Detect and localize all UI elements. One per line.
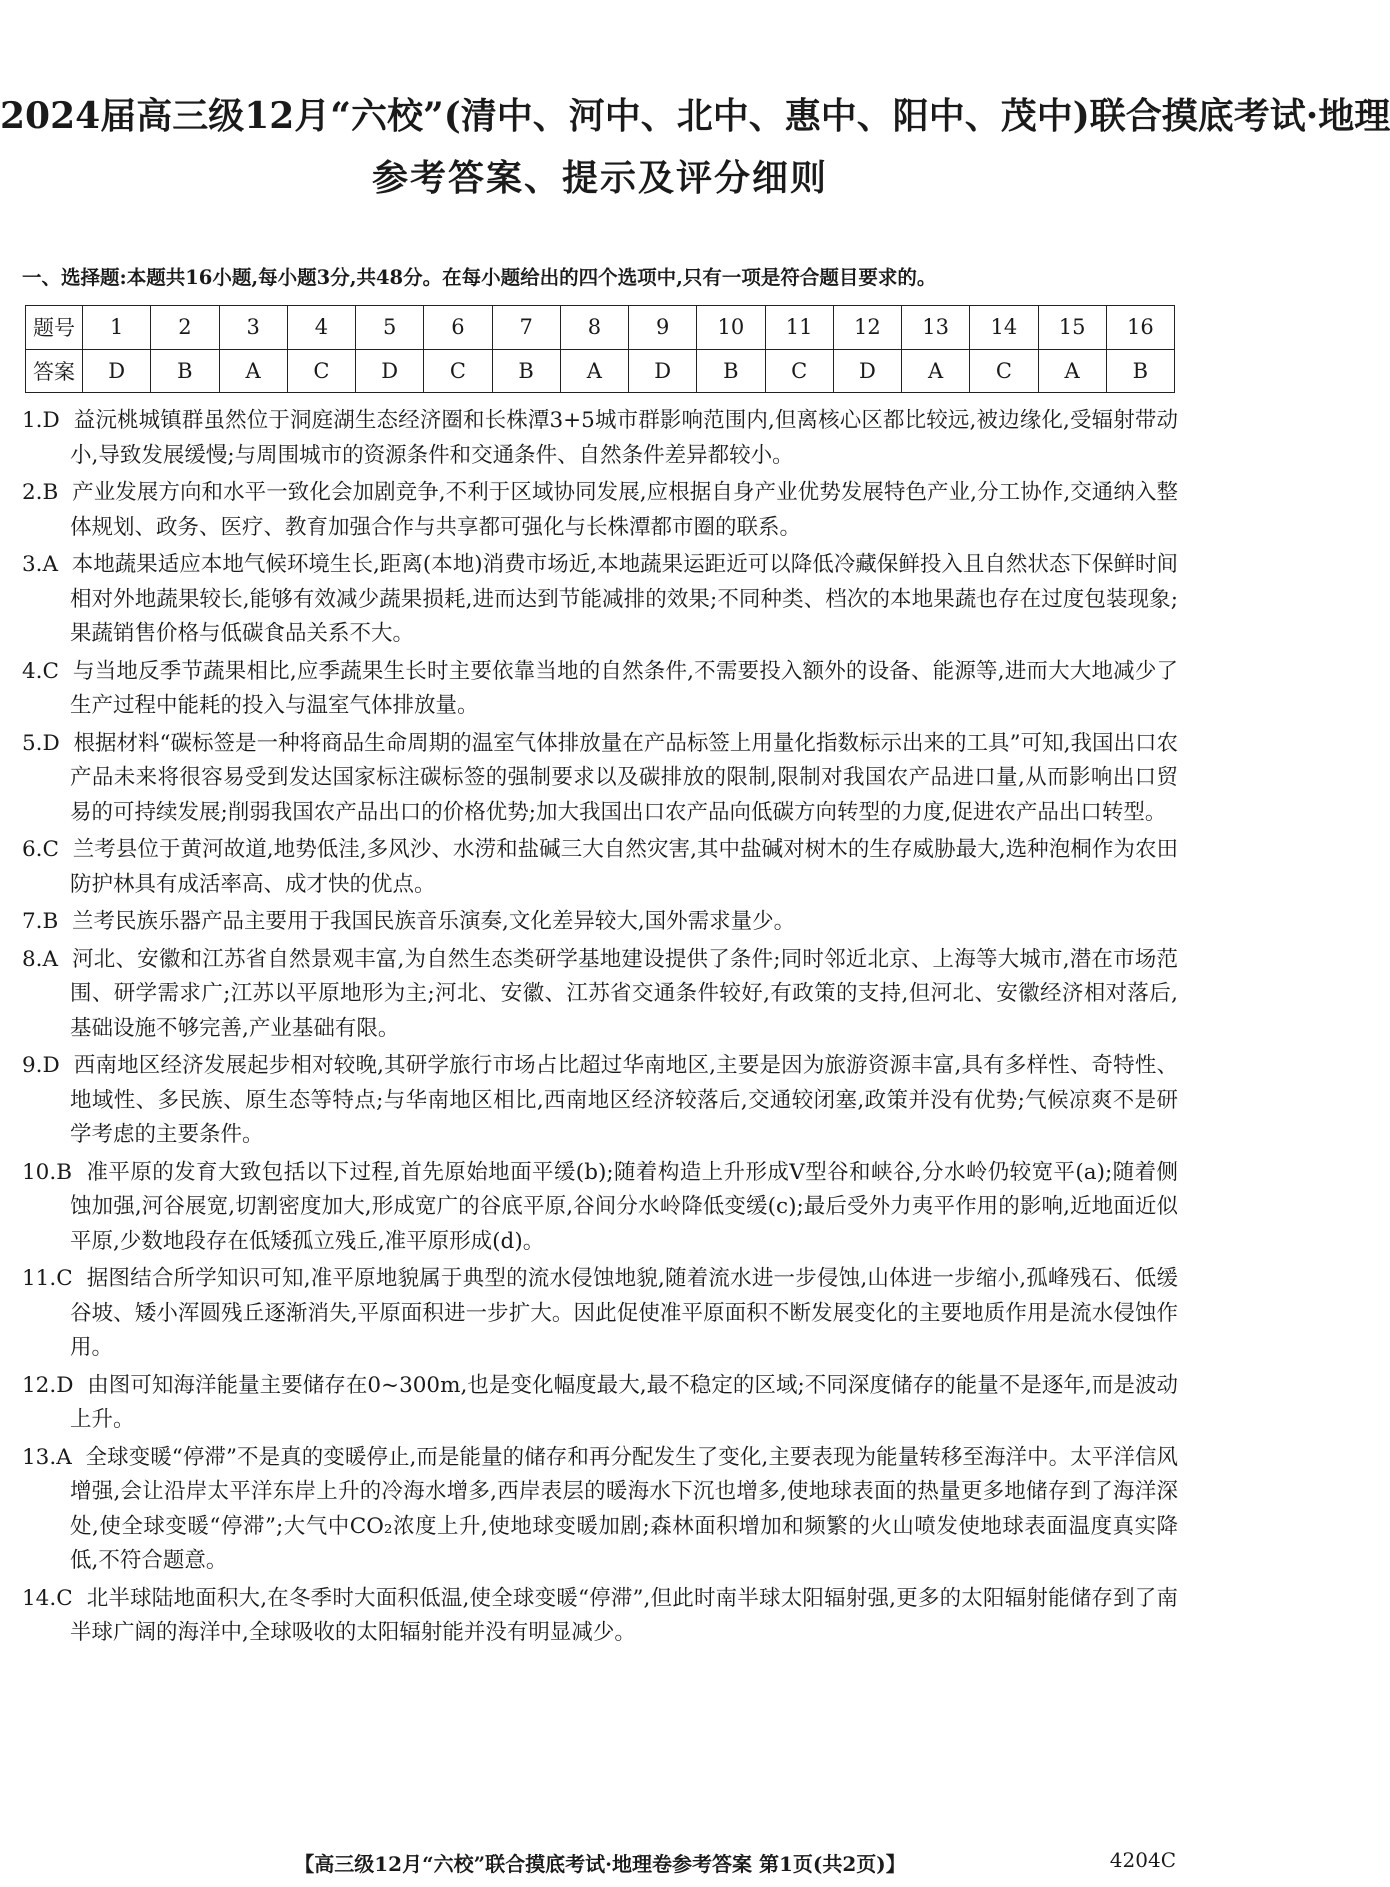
item-answer-key: 4.C: [22, 658, 59, 684]
question-number-cell: 6: [424, 306, 492, 350]
question-number-cell: 5: [356, 306, 424, 350]
answer-cell: B: [1106, 349, 1174, 393]
answer-cell: C: [970, 349, 1038, 393]
explanation-item: [22, 655, 1178, 724]
explanation-item: [22, 905, 1178, 940]
explanation-item: [22, 1441, 1178, 1579]
answer-cell: D: [629, 349, 697, 393]
explanation-item: [22, 833, 1178, 902]
answer-cell: D: [83, 349, 151, 393]
question-number-cell: 7: [492, 306, 560, 350]
question-number-cell: 9: [629, 306, 697, 350]
item-explanation: 与当地反季节蔬果相比,应季蔬果生长时主要依靠当地的自然条件,不需要投入额外的设备、能源等,进而大大地减少了生产过程中能耗的投入与温室气体排放量。: [70, 658, 1179, 718]
table-row-label: 答案: [26, 349, 83, 393]
question-number-cell: 11: [765, 306, 833, 350]
answer-cell: D: [833, 349, 901, 393]
explanation-item: [22, 1049, 1178, 1153]
item-explanation: 准平原的发育大致包括以下过程,首先原始地面平缓(b);随着构造上升形成V型谷和峡谷,分水岭仍较宽平(a);随着侧蚀加强,河谷展宽,切割密度加大,形成宽广的谷底平原,谷间分水岭降低变缓(c);最后受外力夷平作用的影响,近地面近似平原,少数地段存在低矮孤立残丘,准平原形成(d)。: [70, 1159, 1178, 1254]
item-explanation: 根据材料“碳标签是一种将商品生命周期的温室气体排放量在产品标签上用量化指数标示出来的工具”可知,我国出口农产品未来将很容易受到发达国家标注碳标签的强制要求以及碳排放的限制,限制对我国农产品进口量,从而影响出口贸易的可持续发展;削弱我国农产品出口的价格优势;加大我国出口农产品向低碳方向转型的力度,促进农产品出口转型。: [70, 730, 1178, 825]
footer-code: 4204C: [1109, 1848, 1176, 1872]
item-answer-key: 3.A: [22, 552, 59, 577]
document-subtitle: 参考答案、提示及评分细则: [371, 157, 828, 199]
answer-table-answer-row: [26, 349, 1175, 393]
table-row-label: 题号: [26, 306, 83, 350]
answer-cell: B: [697, 349, 765, 393]
item-answer-key: 1.D: [22, 408, 60, 433]
item-answer-key: 11.C: [22, 1266, 73, 1291]
explanation-list: [22, 404, 1178, 1654]
answer-cell: C: [765, 349, 833, 393]
question-number-cell: 14: [970, 306, 1038, 350]
answer-cell: C: [287, 349, 355, 393]
answer-table: [25, 305, 1175, 393]
answer-cell: C: [424, 349, 492, 393]
item-answer-key: 10.B: [22, 1159, 72, 1185]
answer-cell: D: [356, 349, 424, 393]
explanation-item: [22, 476, 1178, 545]
explanation-item: [22, 1369, 1178, 1438]
item-answer-key: 5.D: [22, 730, 60, 756]
item-answer-key: 9.D: [22, 1053, 60, 1078]
explanation-item: [22, 1262, 1178, 1366]
answer-cell: A: [1038, 349, 1106, 393]
item-explanation: 由图可知海洋能量主要储存在0~300m,也是变化幅度最大,最不稳定的区域;不同深度储存的能量不是逐年,而是波动上升。: [70, 1372, 1179, 1432]
explanation-item: [22, 943, 1178, 1047]
answer-cell: B: [492, 349, 560, 393]
document-title: 2024届高三级12月“六校”(清中、河中、北中、惠中、阳中、茂中)联合摸底考试·地理: [0, 95, 1390, 137]
item-explanation: 全球变暖“停滞”不是真的变暖停止,而是能量的储存和再分配发生了变化,主要表现为能量转移至海洋中。太平洋信风增强,会让沿岸太平洋东岸上升的冷海水增多,西岸表层的暖海水下沉也增多,使地球表面的热量更多地储存到了海洋深处,使全球变暖“停滞”;大气中CO₂浓度上升,使地球变暖加剧;森林面积增加和频繁的火山喷发使地球表面温度真实降低,不符合题意。: [70, 1444, 1178, 1573]
item-explanation: 兰考县位于黄河故道,地势低洼,多风沙、水涝和盐碱三大自然灾害,其中盐碱对树木的生存威胁最大,选种泡桐作为农田防护林具有成活率高、成才快的优点。: [70, 837, 1178, 897]
question-number-cell: 3: [219, 306, 287, 350]
answer-cell: A: [219, 349, 287, 393]
item-explanation: 西南地区经济发展起步相对较晚,其研学旅行市场占比超过华南地区,主要是因为旅游资源丰富,具有多样性、奇特性、地域性、多民族、原生态等特点;与华南地区相比,西南地区经济较落后,交通较闭塞,政策并没有优势;气候凉爽不是研学考虑的主要条件。: [70, 1053, 1179, 1147]
answer-cell: A: [902, 349, 970, 393]
item-answer-key: 2.B: [22, 480, 59, 505]
question-number-cell: 16: [1106, 306, 1174, 350]
item-answer-key: 6.C: [22, 837, 59, 862]
question-number-cell: 15: [1038, 306, 1106, 350]
item-answer-key: 7.B: [22, 909, 59, 934]
item-explanation: 据图结合所学知识可知,准平原地貌属于典型的流水侵蚀地貌,随着流水进一步侵蚀,山体进一步缩小,孤峰残石、低缓谷坡、矮小浑圆残丘逐渐消失,平原面积进一步扩大。因此促使准平原面积不断发展变化的主要地质作用是流水侵蚀作用。: [70, 1266, 1179, 1360]
item-answer-key: 8.A: [22, 946, 59, 972]
explanation-item: [22, 727, 1178, 831]
answer-cell: A: [560, 349, 628, 393]
page-footer: [0, 1848, 1200, 1874]
question-number-cell: 4: [287, 306, 355, 350]
question-number-cell: 1: [83, 306, 151, 350]
item-answer-key: 12.D: [22, 1372, 74, 1398]
item-answer-key: 13.A: [22, 1444, 72, 1470]
explanation-item: [22, 1582, 1178, 1651]
explanation-item: [22, 548, 1178, 652]
item-explanation: 河北、安徽和江苏省自然景观丰富,为自然生态类研学基地建设提供了条件;同时邻近北京、上海等大城市,潜在市场范围、研学需求广;江苏以平原地形为主;河北、安徽、江苏省交通条件较好,有政策的支持,但河北、安徽经济相对落后,基础设施不够完善,产业基础有限。: [70, 946, 1179, 1041]
answer-table-number-row: [26, 306, 1175, 350]
footer-caption: 【高三级12月“六校”联合摸底考试·地理卷参考答案 第1页(共2页)】: [294, 1852, 906, 1876]
item-explanation: 产业发展方向和水平一致化会加剧竞争,不利于区域协同发展,应根据自身产业优势发展特色产业,分工协作,交通纳入整体规划、政务、医疗、教育加强合作与共享都可强化与长株潭都市圈的联系。: [70, 480, 1179, 540]
answer-cell: B: [151, 349, 219, 393]
question-number-cell: 13: [902, 306, 970, 350]
item-explanation: 北半球陆地面积大,在冬季时大面积低温,使全球变暖“停滞”,但此时南半球太阳辐射强,更多的太阳辐射能储存到了南半球广阔的海洋中,全球吸收的太阳辐射能并没有明显减少。: [70, 1585, 1179, 1645]
item-explanation: 益沅桃城镇群虽然位于洞庭湖生态经济圈和长株潭3+5城市群影响范围内,但离核心区都比较远,被边缘化,受辐射带动小,导致发展缓慢;与周围城市的资源条件和交通条件、自然条件差异都较小。: [70, 408, 1178, 468]
question-number-cell: 10: [697, 306, 765, 350]
explanation-item: [22, 1156, 1178, 1260]
question-number-cell: 12: [833, 306, 901, 350]
item-explanation: 兰考民族乐器产品主要用于我国民族音乐演奏,文化差异较大,国外需求量少。: [72, 909, 796, 934]
item-answer-key: 14.C: [22, 1585, 73, 1611]
question-number-cell: 8: [560, 306, 628, 350]
explanation-item: [22, 404, 1178, 473]
section-heading: 一、选择题:本题共16小题,每小题3分,共48分。在每小题给出的四个选项中,只有一项是符合题目要求的。: [22, 266, 937, 289]
item-explanation: 本地蔬果适应本地气候环境生长,距离(本地)消费市场近,本地蔬果运距近可以降低冷藏保鲜投入且自然状态下保鲜时间相对外地蔬果较长,能够有效减少蔬果损耗,进而达到节能减排的效果;不同种类、档次的本地果蔬也存在过度包装现象;果蔬销售价格与低碳食品关系不大。: [70, 552, 1178, 646]
question-number-cell: 2: [151, 306, 219, 350]
